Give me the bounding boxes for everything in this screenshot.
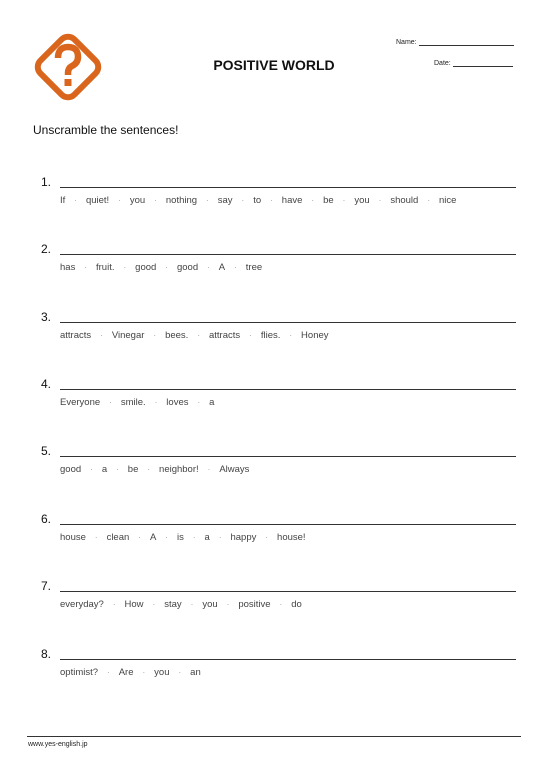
scrambled-word: good: [176, 262, 199, 273]
word-separator: ·: [154, 398, 158, 407]
word-separator: ·: [234, 263, 237, 272]
date-line[interactable]: [453, 59, 513, 67]
answer-line[interactable]: [60, 456, 516, 457]
word-separator: ·: [226, 600, 230, 609]
scrambled-word: nice: [439, 195, 457, 206]
scrambled-word: neighbor!: [159, 464, 199, 475]
footer-url: www.yes-english.jp: [28, 741, 88, 748]
scrambled-word: to: [253, 195, 262, 206]
scrambled-word: is: [176, 532, 184, 543]
scrambled-word: stay: [164, 599, 182, 610]
word-separator: ·: [118, 196, 121, 205]
scrambled-word: an: [190, 667, 201, 678]
scrambled-word: attracts: [209, 330, 241, 341]
scrambled-word: A: [218, 262, 226, 273]
item-number: 7.: [41, 579, 52, 593]
item-number: 1.: [41, 175, 52, 189]
word-separator: ·: [84, 263, 87, 272]
word-separator: ·: [265, 533, 269, 542]
scrambled-words: [60, 195, 456, 206]
word-separator: ·: [197, 398, 201, 407]
word-separator: ·: [152, 600, 156, 609]
name-label: Name:: [396, 39, 417, 46]
name-line[interactable]: [419, 38, 514, 46]
scrambled-word: you: [354, 195, 370, 206]
item-number: 6.: [41, 512, 52, 526]
scrambled-words: [60, 330, 329, 341]
scrambled-words: [60, 262, 262, 273]
word-separator: ·: [147, 465, 151, 474]
exercise-item: [0, 512, 548, 552]
word-separator: ·: [270, 196, 273, 205]
scrambled-word: tree: [245, 262, 263, 273]
scrambled-word: Are: [118, 667, 134, 678]
scrambled-word: smile.: [120, 397, 146, 408]
scrambled-word: good: [135, 262, 157, 273]
scrambled-word: be: [323, 195, 334, 206]
exercise-item: [0, 175, 548, 215]
answer-line[interactable]: [60, 254, 516, 255]
word-separator: ·: [109, 398, 112, 407]
scrambled-word: loves: [166, 397, 189, 408]
page-title: POSITIVE WORLD: [213, 57, 335, 73]
word-separator: ·: [178, 668, 182, 677]
word-separator: ·: [74, 196, 77, 205]
scrambled-word: say: [217, 195, 233, 206]
word-separator: ·: [218, 533, 222, 542]
word-separator: ·: [154, 196, 157, 205]
word-separator: ·: [427, 196, 430, 205]
word-separator: ·: [207, 465, 211, 474]
instructions: Unscramble the sentences!: [33, 123, 179, 137]
answer-line[interactable]: [60, 187, 516, 188]
scrambled-word: a: [209, 397, 215, 408]
word-separator: ·: [342, 196, 346, 205]
scrambled-word: optimist?: [60, 667, 99, 678]
scrambled-word: Vinegar: [111, 330, 145, 341]
scrambled-word: should: [390, 195, 419, 206]
scrambled-word: have: [281, 195, 303, 206]
word-separator: ·: [378, 196, 382, 205]
scrambled-word: fruit.: [96, 262, 115, 273]
item-number: 5.: [41, 444, 52, 458]
question-mark-diamond-icon: [31, 30, 105, 104]
scrambled-word: nothing: [165, 195, 198, 206]
scrambled-word: everyday?: [60, 599, 104, 610]
scrambled-word: be: [127, 464, 139, 475]
word-separator: ·: [165, 263, 168, 272]
word-separator: ·: [116, 465, 119, 474]
scrambled-words: [60, 667, 201, 678]
scrambled-word: How: [124, 599, 144, 610]
scrambled-word: Everyone: [60, 397, 101, 408]
scrambled-word: house: [60, 532, 86, 543]
word-separator: ·: [90, 465, 93, 474]
scrambled-word: flies.: [260, 330, 281, 341]
word-separator: ·: [197, 331, 200, 340]
scrambled-word: house!: [277, 532, 306, 543]
word-separator: ·: [100, 331, 103, 340]
exercise-item: [0, 377, 548, 417]
word-separator: ·: [190, 600, 194, 609]
scrambled-word: you: [202, 599, 218, 610]
date-field[interactable]: [434, 59, 513, 67]
scrambled-word: If: [60, 195, 66, 206]
date-label: Date:: [434, 60, 451, 67]
word-separator: ·: [279, 600, 283, 609]
item-number: 4.: [41, 377, 52, 391]
item-number: 3.: [41, 310, 52, 324]
scrambled-word: do: [291, 599, 302, 610]
scrambled-word: happy: [230, 532, 257, 543]
scrambled-word: quiet!: [85, 195, 110, 206]
scrambled-word: has: [60, 262, 76, 273]
footer-divider: [27, 736, 521, 737]
scrambled-words: [60, 599, 302, 610]
word-separator: ·: [165, 533, 168, 542]
scrambled-word: positive: [238, 599, 271, 610]
word-separator: ·: [192, 533, 196, 542]
word-separator: ·: [112, 600, 116, 609]
answer-line[interactable]: [60, 524, 516, 525]
scrambled-word: a: [101, 464, 108, 475]
word-separator: ·: [241, 196, 245, 205]
word-separator: ·: [153, 331, 157, 340]
exercise-item: [0, 242, 548, 282]
word-separator: ·: [94, 533, 98, 542]
scrambled-word: clean: [106, 532, 130, 543]
word-separator: ·: [311, 196, 315, 205]
scrambled-word: a: [204, 532, 210, 543]
word-separator: ·: [206, 196, 209, 205]
answer-line[interactable]: [60, 659, 516, 660]
answer-line[interactable]: [60, 591, 516, 592]
word-separator: ·: [249, 331, 252, 340]
exercise-item: [0, 579, 548, 619]
word-separator: ·: [207, 263, 210, 272]
word-separator: ·: [142, 668, 146, 677]
exercise-item: [0, 310, 548, 350]
exercise-item: [0, 444, 548, 484]
word-separator: ·: [289, 331, 293, 340]
scrambled-word: Always: [219, 464, 250, 475]
name-field[interactable]: [396, 38, 514, 46]
exercise-item: [0, 647, 548, 687]
scrambled-word: attracts: [60, 330, 92, 341]
answer-line[interactable]: [60, 322, 516, 323]
item-number: 8.: [41, 647, 52, 661]
scrambled-word: bees.: [165, 330, 189, 341]
scrambled-words: [60, 464, 249, 475]
word-separator: ·: [138, 533, 141, 542]
scrambled-word: Honey: [301, 330, 329, 341]
word-separator: ·: [107, 668, 110, 677]
scrambled-words: [60, 397, 214, 408]
answer-line[interactable]: [60, 389, 516, 390]
scrambled-word: you: [154, 667, 170, 678]
scrambled-word: you: [129, 195, 146, 206]
scrambled-word: good: [60, 464, 82, 475]
scrambled-words: [60, 532, 306, 543]
scrambled-word: A: [149, 532, 157, 543]
word-separator: ·: [123, 263, 127, 272]
item-number: 2.: [41, 242, 52, 256]
